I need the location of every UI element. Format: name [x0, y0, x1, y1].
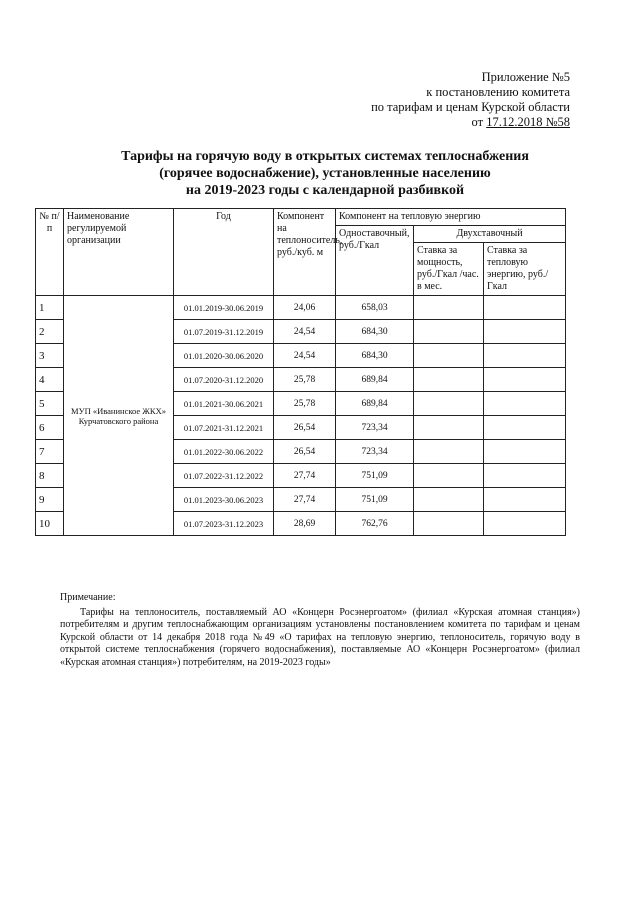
- row-carrier-value: 27,74: [274, 488, 336, 512]
- resolution-reference: к постановлению комитета: [426, 85, 570, 99]
- header-carrier-component: Компонент на теплоноситель, руб./куб. м: [274, 209, 336, 296]
- row-capacity-rate-value: [414, 464, 484, 488]
- title-line-1: Тарифы на горячую воду в открытых системах теплоснабжения: [121, 149, 529, 164]
- row-carrier-value: 27,74: [274, 464, 336, 488]
- row-single-rate-value: 684,30: [336, 344, 414, 368]
- table-row: [36, 296, 566, 320]
- row-number: 2: [36, 320, 64, 344]
- row-carrier-value: 24,06: [274, 296, 336, 320]
- row-carrier-value: 26,54: [274, 440, 336, 464]
- document-header: [371, 70, 570, 130]
- row-energy-rate-value: [484, 296, 566, 320]
- row-capacity-rate-value: [414, 512, 484, 536]
- header-energy-rate: Ставка за тепловую энергию, руб./Гкал: [484, 243, 566, 296]
- date-value: 17.12.2018 №58: [486, 115, 570, 129]
- row-carrier-value: 24,54: [274, 344, 336, 368]
- note-title: Примечание:: [60, 592, 116, 603]
- row-number: 5: [36, 392, 64, 416]
- row-energy-rate-value: [484, 464, 566, 488]
- row-single-rate-value: 762,76: [336, 512, 414, 536]
- header-energy-component: Компонент на тепловую энергию: [336, 209, 566, 226]
- row-single-rate-value: 658,03: [336, 296, 414, 320]
- row-energy-rate-value: [484, 416, 566, 440]
- row-number: 1: [36, 296, 64, 320]
- row-period: 01.07.2021-31.12.2021: [174, 416, 274, 440]
- row-energy-rate-value: [484, 344, 566, 368]
- row-number: 4: [36, 368, 64, 392]
- row-carrier-value: 25,78: [274, 368, 336, 392]
- row-period: 01.07.2023-31.12.2023: [174, 512, 274, 536]
- row-single-rate-value: 723,34: [336, 440, 414, 464]
- row-energy-rate-value: [484, 512, 566, 536]
- row-single-rate-value: 689,84: [336, 368, 414, 392]
- row-period: 01.01.2020-30.06.2020: [174, 344, 274, 368]
- row-period: 01.07.2020-31.12.2020: [174, 368, 274, 392]
- title-line-3: на 2019-2023 годы с календарной разбивкой: [185, 183, 465, 198]
- row-capacity-rate-value: [414, 416, 484, 440]
- row-number: 3: [36, 344, 64, 368]
- header-num: № п/п: [36, 209, 64, 296]
- header-organization: Наименование регулируемой организации: [64, 209, 174, 296]
- header-year: Год: [174, 209, 274, 296]
- committee-name: по тарифам и ценам Курской области: [371, 100, 570, 114]
- row-carrier-value: 28,69: [274, 512, 336, 536]
- row-energy-rate-value: [484, 320, 566, 344]
- row-energy-rate-value: [484, 368, 566, 392]
- row-single-rate-value: 723,34: [336, 416, 414, 440]
- row-period: 01.07.2022-31.12.2022: [174, 464, 274, 488]
- row-capacity-rate-value: [414, 344, 484, 368]
- date-prefix: от: [471, 115, 484, 129]
- header-double-rate: Двухставочный: [414, 226, 566, 243]
- row-energy-rate-value: [484, 488, 566, 512]
- document-title: [60, 148, 590, 199]
- appendix-label: Приложение №5: [481, 70, 570, 84]
- row-period: 01.07.2019-31.12.2019: [174, 320, 274, 344]
- row-number: 8: [36, 464, 64, 488]
- resolution-date: [371, 115, 570, 130]
- row-single-rate-value: 751,09: [336, 464, 414, 488]
- tariff-table: [35, 208, 566, 536]
- row-single-rate-value: 689,84: [336, 392, 414, 416]
- row-carrier-value: 26,54: [274, 416, 336, 440]
- row-energy-rate-value: [484, 440, 566, 464]
- row-capacity-rate-value: [414, 488, 484, 512]
- row-period: 01.01.2023-30.06.2023: [174, 488, 274, 512]
- row-number: 6: [36, 416, 64, 440]
- row-number: 9: [36, 488, 64, 512]
- row-period: 01.01.2021-30.06.2021: [174, 392, 274, 416]
- row-capacity-rate-value: [414, 320, 484, 344]
- header-capacity-rate: Ставка за мощность, руб./Гкал /час. в мес.: [414, 243, 484, 296]
- row-period: 01.01.2019-30.06.2019: [174, 296, 274, 320]
- note-section: [60, 592, 580, 669]
- note-text: Тарифы на теплоноситель, поставляемый АО «Концерн Росэнергоатом» (филиал «Курская атомная станция») потребителям и другим теплоснабжающим организациям установлены постановлением комитета по тарифам и ценам Курской области от 14 декабря 2018 года №49 «О тарифах на тепловую энергию, теплоноситель, горячую воду в открытой системе теплоснабжения (горячего водоснабжения), поставляемые АО «Концерн Росэнергоатом» (филиал «Курская атомная станция») потребителям, на 2019-2023 годы»: [60, 606, 580, 668]
- row-capacity-rate-value: [414, 296, 484, 320]
- row-capacity-rate-value: [414, 440, 484, 464]
- row-period: 01.01.2022-30.06.2022: [174, 440, 274, 464]
- row-number: 10: [36, 512, 64, 536]
- row-capacity-rate-value: [414, 368, 484, 392]
- row-capacity-rate-value: [414, 392, 484, 416]
- row-single-rate-value: 684,30: [336, 320, 414, 344]
- row-number: 7: [36, 440, 64, 464]
- organization-name: МУП «Иванинское ЖКХ» Курчатовского района: [64, 296, 174, 536]
- row-carrier-value: 24,54: [274, 320, 336, 344]
- row-single-rate-value: 751,09: [336, 488, 414, 512]
- header-single-rate: Одноставочный, руб./Гкал: [336, 226, 414, 296]
- title-line-2: (горячее водоснабжение), установленные населению: [159, 166, 491, 181]
- row-carrier-value: 25,78: [274, 392, 336, 416]
- row-energy-rate-value: [484, 392, 566, 416]
